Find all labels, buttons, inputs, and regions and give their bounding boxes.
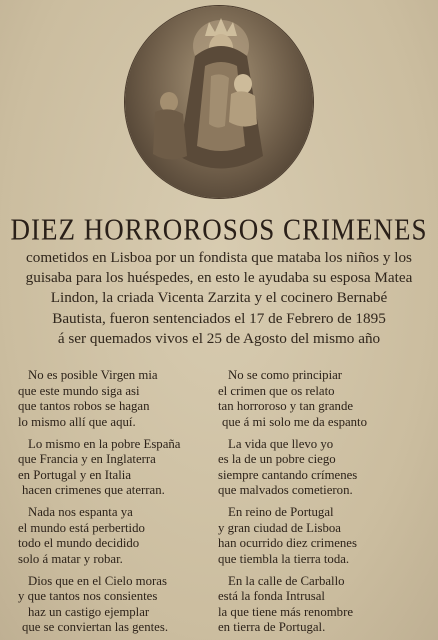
stanza bbox=[218, 505, 418, 567]
verse-line: tan horroroso y tan grande bbox=[218, 399, 354, 414]
stanza bbox=[218, 437, 418, 499]
subtitle-line: Bautista, fueron sentenciados el 17 de Febrero de 1895 bbox=[52, 309, 386, 327]
subtitle-line: Lindon, la criada Vicenta Zarzita y el cocinero Bernabé bbox=[50, 289, 388, 307]
verse-line: haz un castigo ejemplar bbox=[28, 604, 150, 619]
stanza bbox=[18, 505, 218, 567]
subtitle-block bbox=[18, 248, 420, 349]
verse-line: está la fonda Intrusal bbox=[218, 589, 325, 604]
verse-line: el crimen que os relato bbox=[218, 383, 335, 398]
verse-line: y que tantos nos consientes bbox=[18, 589, 158, 604]
stanza bbox=[18, 574, 218, 636]
verse-line: hacen crimenes que aterran. bbox=[22, 483, 165, 498]
verse-line: No se como principiar bbox=[228, 368, 343, 382]
verse-line: En la calle de Carballo bbox=[228, 573, 345, 588]
verse-line: No es posible Virgen mia bbox=[28, 368, 158, 382]
virgin-and-child-illustration bbox=[125, 6, 313, 198]
verse-line: que tantos robos se hagan bbox=[18, 399, 150, 414]
verse-line: que se conviertan las gentes. bbox=[22, 620, 169, 635]
verse-line: que malvados cometieron. bbox=[218, 483, 353, 498]
page-title: DIEZ HORROROSOS CRIMENES bbox=[10, 211, 428, 247]
verse-line: en tierra de Portugal. bbox=[218, 620, 326, 635]
right-verse-column bbox=[218, 368, 418, 640]
verse-line: la que tiene más renombre bbox=[218, 604, 354, 619]
verse-line: que á mi solo me da espanto bbox=[222, 414, 367, 429]
subtitle-line: guisaba para los huéspedes, en esto le ayudaba su esposa Matea bbox=[25, 269, 413, 287]
stanza bbox=[18, 368, 218, 430]
subtitle-line: cometidos en Lisboa por un fondista que mataba los niños y los bbox=[26, 249, 412, 266]
verse-line: siempre cantando crímenes bbox=[218, 467, 358, 482]
subtitle-line: á ser quemados vivos el 25 de Agosto del mismo año bbox=[57, 329, 381, 347]
verse-line: que tiembla la tierra toda. bbox=[218, 551, 350, 566]
verse-line: el mundo está perbertido bbox=[18, 520, 145, 535]
verse-line: en Portugal y en Italia bbox=[18, 467, 132, 482]
verse-line: que Francia y en Inglaterra bbox=[18, 452, 156, 467]
verse-line: lo mismo allí que aquí. bbox=[18, 414, 136, 429]
verse-line: La vida que llevo yo bbox=[228, 436, 334, 451]
verse-line: Dios que en el Cielo moras bbox=[28, 573, 167, 588]
verse-line: han ocurrido diez crimenes bbox=[218, 536, 357, 551]
verse-line: solo á matar y robar. bbox=[18, 551, 123, 566]
verse-line: y gran ciudad de Lisboa bbox=[218, 520, 341, 535]
verse-line: En reino de Portugal bbox=[228, 505, 334, 520]
verse-line: que este mundo siga asi bbox=[18, 383, 140, 398]
verse-line: es la de un pobre ciego bbox=[218, 452, 336, 467]
verse-line: Lo mismo en la pobre España bbox=[28, 436, 181, 451]
stanza bbox=[218, 368, 418, 430]
verse-line: todo el mundo decidido bbox=[18, 536, 140, 551]
virgin-and-child-vignette bbox=[125, 6, 313, 198]
verse-line: Nada nos espanta ya bbox=[28, 505, 133, 520]
stanza bbox=[18, 437, 218, 499]
left-verse-column bbox=[18, 368, 218, 640]
stanza bbox=[218, 574, 418, 636]
